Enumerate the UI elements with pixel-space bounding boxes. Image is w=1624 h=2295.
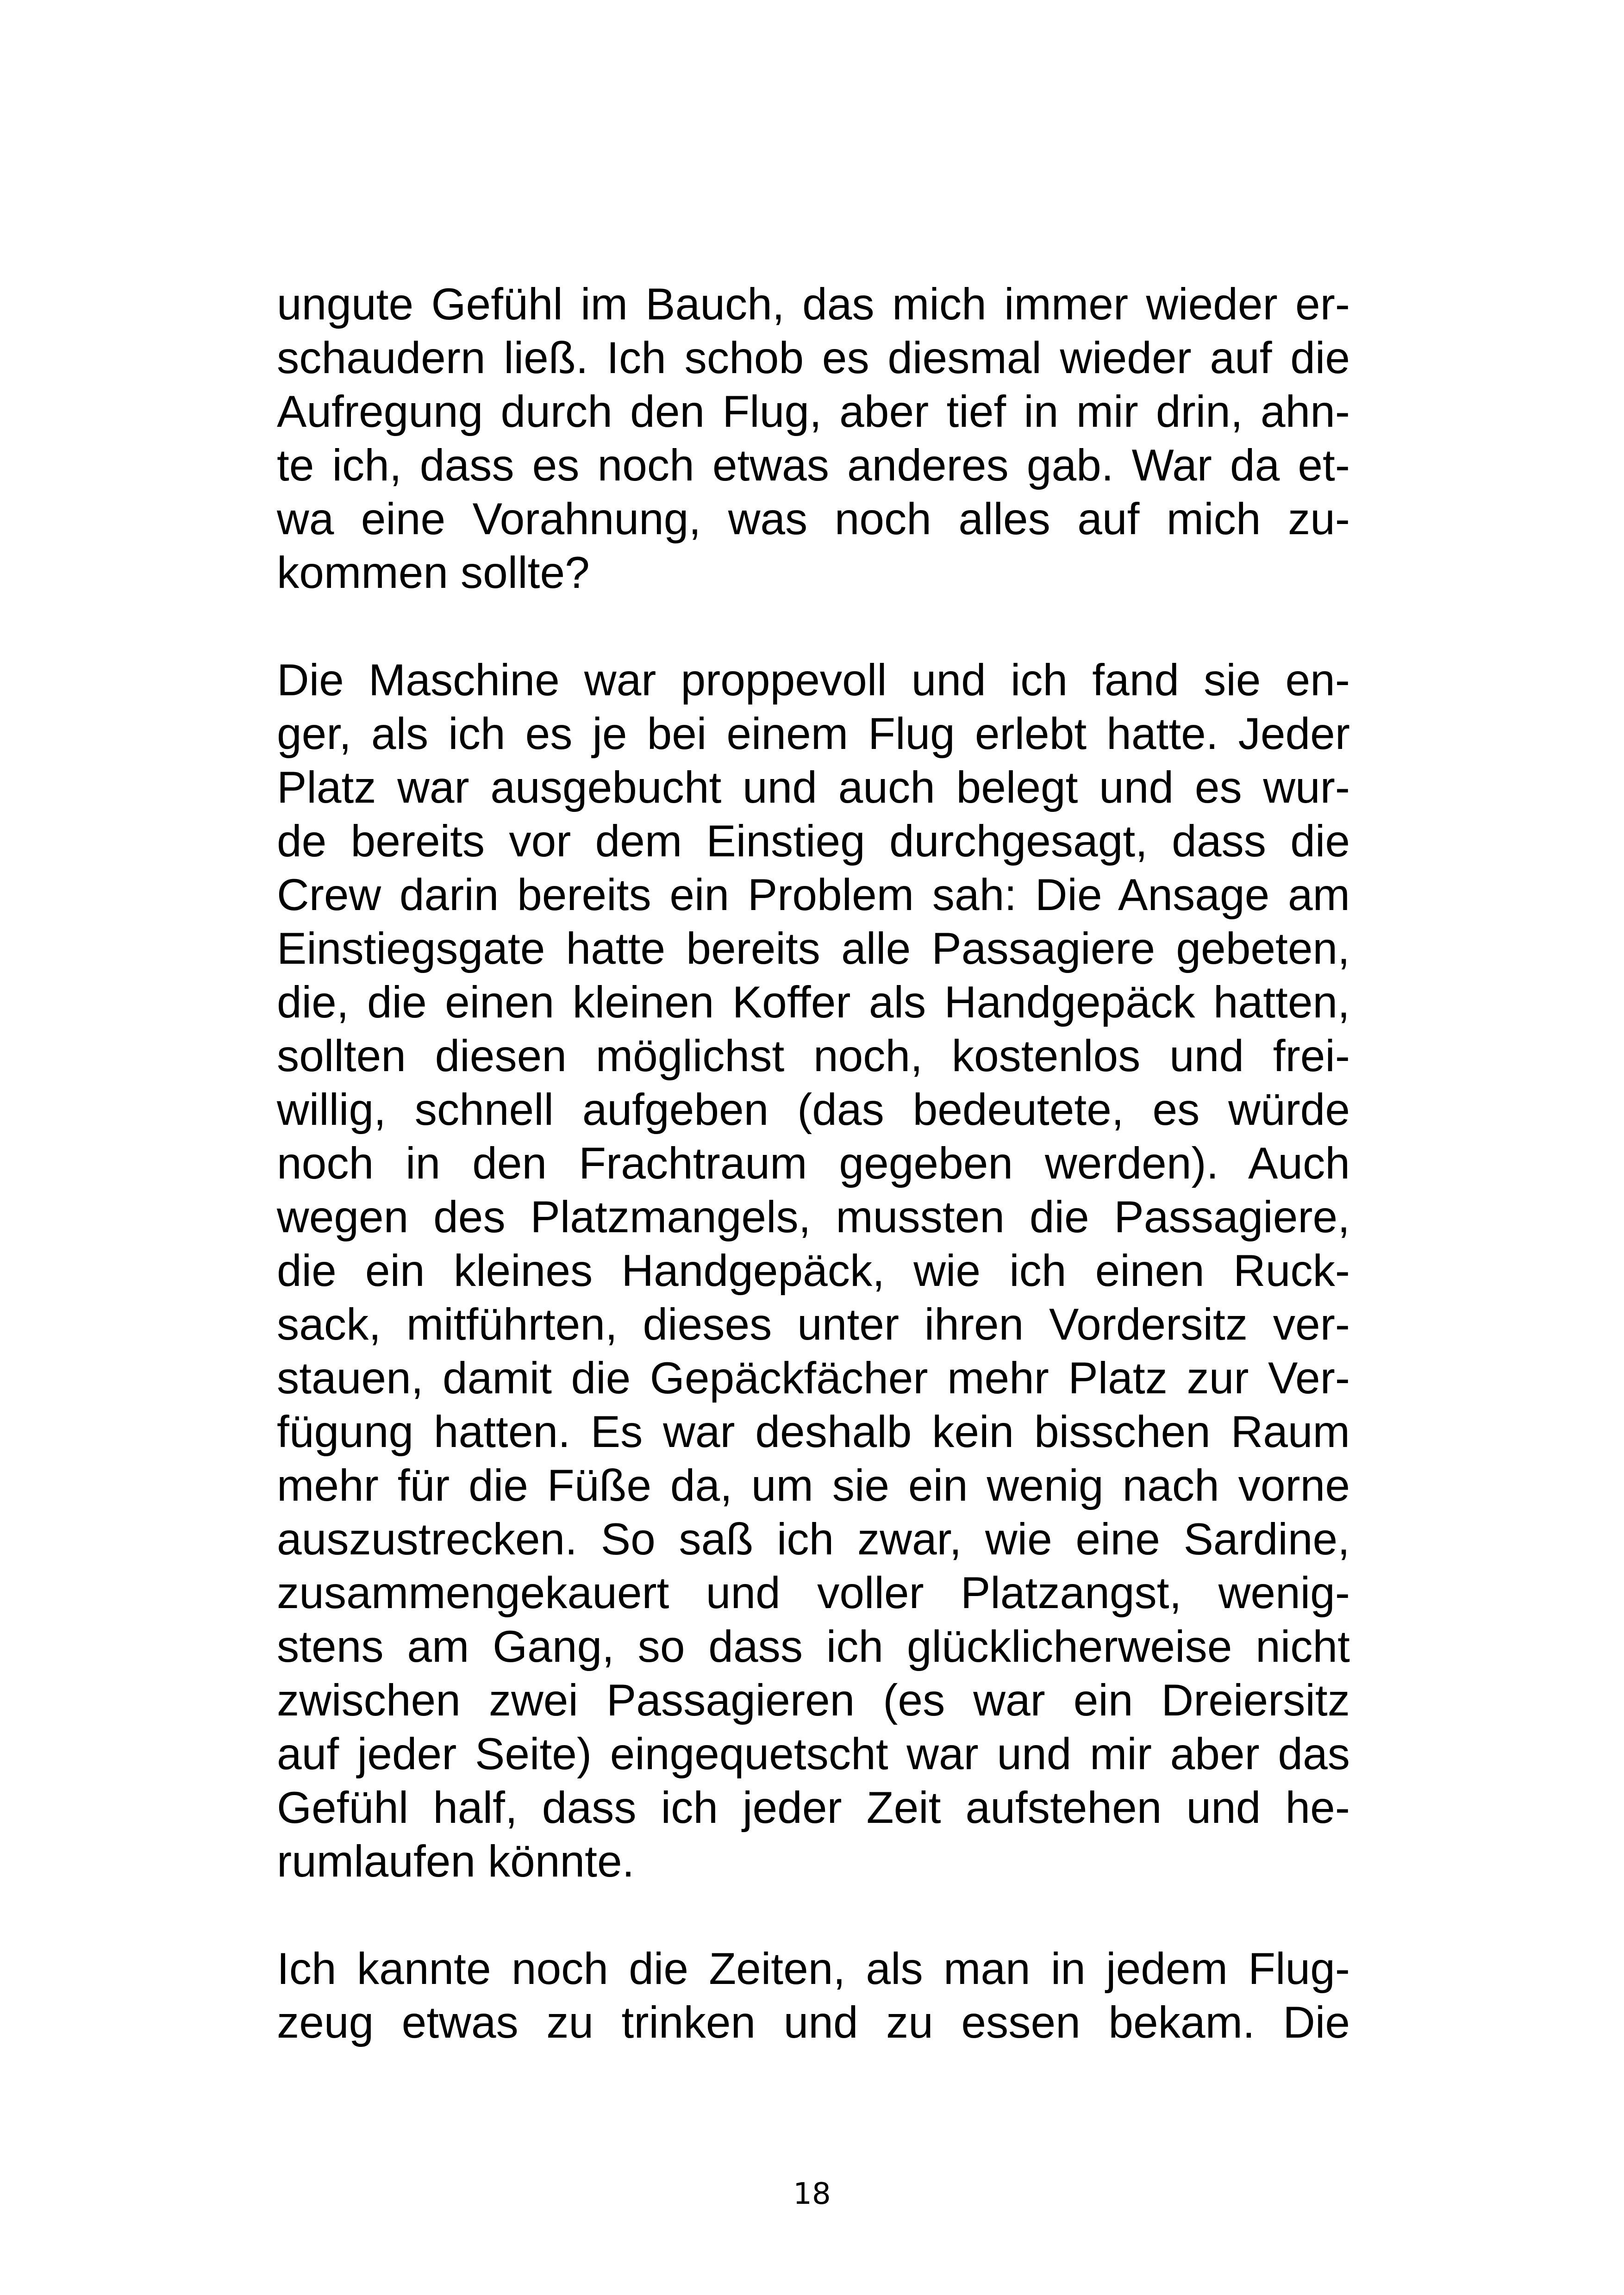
body-text bbox=[277, 278, 1350, 2050]
text-line: de bereits vor dem Einstieg durchgesagt, dass die bbox=[277, 817, 1350, 866]
text-line: kommen sollte? bbox=[277, 548, 590, 598]
text-line: die, die einen kleinen Koffer als Handgepäck hatten, bbox=[277, 978, 1350, 1027]
paragraph-1 bbox=[277, 278, 1350, 600]
text-line: auszustrecken. So saß ich zwar, wie eine Sardine, bbox=[277, 1515, 1350, 1564]
text-line: Platz war ausgebucht und auch belegt und es wur- bbox=[277, 763, 1350, 812]
text-line: fügung hatten. Es war deshalb kein bisschen Raum bbox=[277, 1407, 1350, 1457]
text-line: Crew darin bereits ein Problem sah: Die Ansage am bbox=[277, 870, 1350, 920]
text-line: ungute Gefühl im Bauch, das mich immer wieder er- bbox=[277, 280, 1350, 329]
paragraph-3 bbox=[277, 1942, 1350, 2050]
paragraph-2 bbox=[277, 654, 1350, 1889]
paragraph-spacer bbox=[277, 1889, 1350, 1942]
paragraph-spacer bbox=[277, 600, 1350, 654]
text-line: auf jeder Seite) eingequetscht war und mir aber das bbox=[277, 1729, 1350, 1779]
text-line: Einstiegsgate hatte bereits alle Passagiere gebeten, bbox=[277, 924, 1350, 973]
text-line: schaudern ließ. Ich schob es diesmal wieder auf die bbox=[277, 333, 1350, 383]
text-line: wa eine Vorahnung, was noch alles auf mich zu- bbox=[277, 494, 1350, 544]
text-line: zusammengekauert und voller Platzangst, wenig- bbox=[277, 1568, 1350, 1618]
text-line: sollten diesen möglichst noch, kostenlos und frei- bbox=[277, 1031, 1350, 1081]
text-line: te ich, dass es noch etwas anderes gab. War da et- bbox=[277, 441, 1350, 490]
text-line: Ich kannte noch die Zeiten, als man in jedem Flug- bbox=[277, 1944, 1350, 1994]
text-line: willig, schnell aufgeben (das bedeutete, es würde bbox=[277, 1085, 1350, 1135]
text-line: sack, mitführten, dieses unter ihren Vordersitz ver- bbox=[277, 1300, 1350, 1349]
page-number: 18 bbox=[793, 2177, 831, 2211]
text-line: ger, als ich es je bei einem Flug erlebt hatte. Jeder bbox=[277, 709, 1350, 759]
text-line: Die Maschine war proppevoll und ich fand sie en- bbox=[277, 655, 1350, 705]
text-line: Aufregung durch den Flug, aber tief in mir drin, ahn- bbox=[277, 387, 1350, 437]
text-line: noch in den Frachtraum gegeben werden). Auch bbox=[277, 1139, 1350, 1188]
text-line: stauen, damit die Gepäckfächer mehr Platz zur Ver- bbox=[277, 1353, 1350, 1403]
text-line: zeug etwas zu trinken und zu essen bekam. Die bbox=[277, 1998, 1350, 2047]
text-line: mehr für die Füße da, um sie ein wenig nach vorne bbox=[277, 1461, 1350, 1510]
text-line: stens am Gang, so dass ich glücklicherweise nicht bbox=[277, 1622, 1350, 1671]
text-line: wegen des Platzmangels, mussten die Passagiere, bbox=[277, 1192, 1350, 1242]
text-line: die ein kleines Handgepäck, wie ich einen Ruck- bbox=[277, 1246, 1350, 1296]
text-line: Gefühl half, dass ich jeder Zeit aufstehen und he- bbox=[277, 1783, 1350, 1833]
text-line: rumlaufen könnte. bbox=[277, 1837, 635, 1886]
text-line: zwischen zwei Passagieren (es war ein Dreiersitz bbox=[277, 1676, 1350, 1725]
